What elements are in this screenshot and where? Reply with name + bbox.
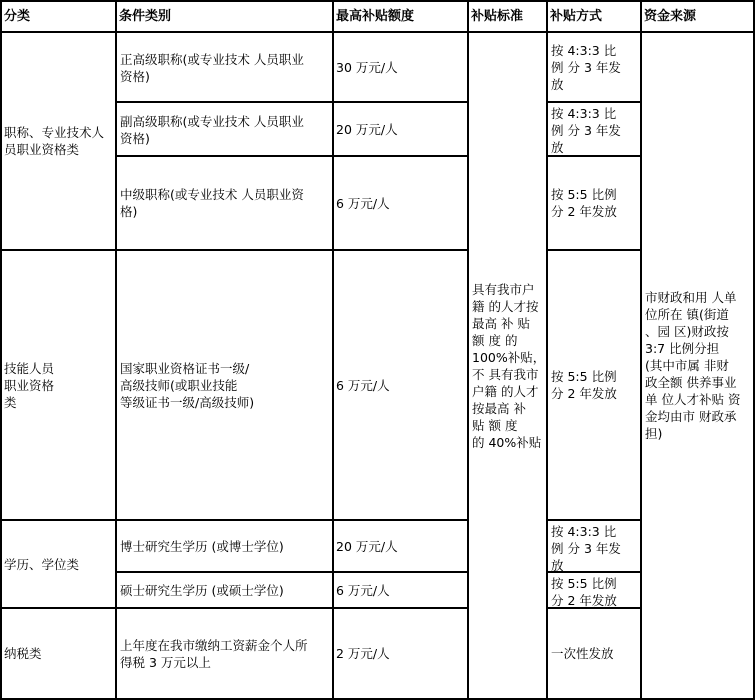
col-divider: [467, 0, 469, 700]
table-border-left: [0, 0, 2, 700]
amount-senior: 30 万元/人: [336, 59, 398, 75]
condition-phd: 博士研究生学历 (或博士学位): [120, 538, 284, 554]
condition-skill: 国家职业资格证书一级/ 高级技师(或职业技能 等级证书一级/高级技师): [120, 360, 255, 410]
category-skill: 技能人员 职业资格 类: [4, 360, 55, 410]
funding-text: 市财政和用 人单 位所在 镇(街道 、园 区)财政按 3:7 比例分担 (其中市属 非财 政全额 供养事业 单 位人才补贴 资 金均由市 财政承 担): [645, 290, 741, 441]
header-max-amount: 最高补贴额度: [336, 9, 415, 24]
header-condition: 条件类别: [119, 9, 172, 24]
header-category: 分类: [4, 9, 31, 24]
method-vice-senior: 按 4:3:3 比 例 分 3 年发 放: [551, 106, 621, 155]
method-tax: 一次性发放: [551, 646, 614, 661]
condition-master: 硕士研究生学历 (或硕士学位): [120, 582, 284, 598]
header-funding: 资金来源: [644, 9, 697, 24]
amount-phd: 20 万元/人: [336, 538, 398, 554]
row-divider: [546, 519, 642, 521]
row-divider: [546, 571, 642, 573]
col-divider: [115, 0, 117, 700]
amount-vice-senior: 20 万元/人: [336, 121, 398, 137]
standard-text: 具有我市户 籍 的人才按 最高 补 贴 额 度 的 100%补贴， 不 具有我市 户籍 的人才 按最高 补 贴 额 度 的 40%补贴: [472, 281, 546, 450]
header-standard: 补贴标准: [471, 9, 524, 24]
method-master: 按 5:5 比例 分 2 年发放: [551, 576, 617, 607]
condition-vice-senior: 副高级职称(或专业技术 人员职业 资格): [120, 114, 304, 146]
category-title: 职称、专业技术人 员职业资格类: [4, 125, 105, 157]
condition-tax: 上年度在我市缴纳工资薪金个人所 得税 3 万元以上: [120, 637, 308, 670]
amount-tax: 2 万元/人: [336, 646, 390, 661]
col-divider: [332, 0, 334, 700]
condition-intermediate: 中级职称(或专业技术 人员职业资 格): [120, 187, 304, 219]
amount-intermediate: 6 万元/人: [336, 195, 390, 211]
method-intermediate: 按 5:5 比例 分 2 年发放: [551, 187, 617, 219]
category-tax: 纳税类: [4, 646, 42, 661]
category-degree: 学历、学位类: [4, 556, 80, 572]
condition-senior: 正高级职称(或专业技术 人员职业 资格): [120, 52, 304, 84]
method-senior: 按 4:3:3 比 例 分 3 年发 放: [551, 43, 621, 92]
amount-skill: 6 万元/人: [336, 377, 390, 393]
header-method: 补贴方式: [550, 9, 603, 24]
row-divider: [546, 101, 642, 103]
method-phd: 按 4:3:3 比 例 分 3 年发 放: [551, 524, 621, 571]
amount-master: 6 万元/人: [336, 582, 390, 598]
method-skill: 按 5:5 比例 分 2 年发放: [551, 369, 617, 401]
